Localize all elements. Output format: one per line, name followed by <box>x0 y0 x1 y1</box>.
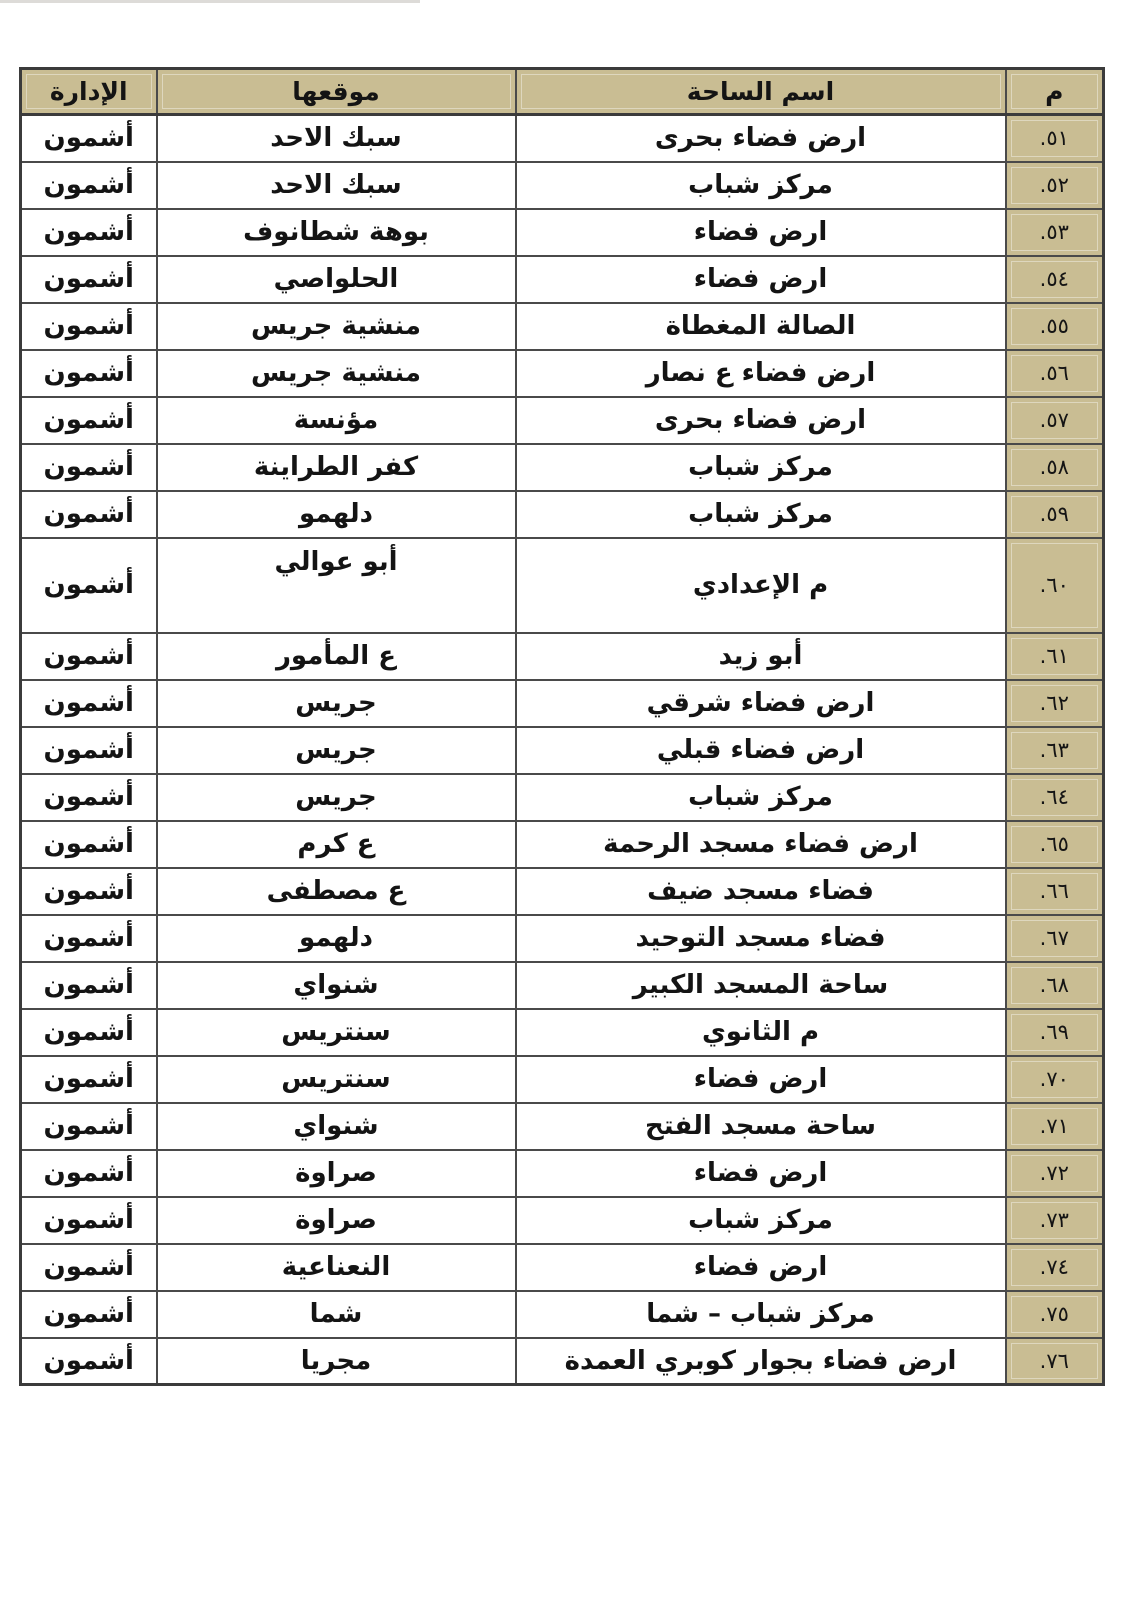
table-row <box>21 727 1104 774</box>
cell-location: شنواي <box>157 962 516 1009</box>
cell-location: دلهمو <box>157 491 516 538</box>
cell-index: ٥٩. <box>1006 491 1104 538</box>
cell-location: جريس <box>157 680 516 727</box>
table-row <box>21 680 1104 727</box>
cell-name: مركز شباب – شما <box>516 1291 1006 1338</box>
cell-location: بوهة شطانوف <box>157 209 516 256</box>
cell-location: دلهمو <box>157 915 516 962</box>
table-row <box>21 1291 1104 1338</box>
cell-index: ٦٥. <box>1006 821 1104 868</box>
cell-index: ٧١. <box>1006 1103 1104 1150</box>
cell-name: مركز شباب <box>516 444 1006 491</box>
table-row <box>21 1150 1104 1197</box>
cell-admin: أشمون <box>21 350 157 397</box>
cell-admin: أشمون <box>21 1056 157 1103</box>
table-row <box>21 256 1104 303</box>
cell-index: ٥٨. <box>1006 444 1104 491</box>
cell-name: مركز شباب <box>516 162 1006 209</box>
cell-index: ٧٦. <box>1006 1338 1104 1385</box>
cell-name: ارض فضاء مسجد الرحمة <box>516 821 1006 868</box>
cell-location: منشية جريس <box>157 303 516 350</box>
header-index: م <box>1006 69 1104 115</box>
cell-admin: أشمون <box>21 821 157 868</box>
cell-admin: أشمون <box>21 868 157 915</box>
cell-location: منشية جريس <box>157 350 516 397</box>
cell-index: ٦٣. <box>1006 727 1104 774</box>
squares-table <box>19 67 1105 1386</box>
cell-admin: أشمون <box>21 774 157 821</box>
cell-index: ٥٤. <box>1006 256 1104 303</box>
cell-location: مؤنسة <box>157 397 516 444</box>
header-admin: الإدارة <box>21 69 157 115</box>
table-row <box>21 444 1104 491</box>
cell-admin: أشمون <box>21 397 157 444</box>
cell-index: ٦١. <box>1006 633 1104 680</box>
cell-index: ٦٩. <box>1006 1009 1104 1056</box>
cell-name: مركز شباب <box>516 774 1006 821</box>
cell-name: الصالة المغطاة <box>516 303 1006 350</box>
cell-name: ارض فضاء <box>516 1056 1006 1103</box>
cell-location: النعناعية <box>157 1244 516 1291</box>
table-row <box>21 1197 1104 1244</box>
cell-name: ارض فضاء <box>516 1150 1006 1197</box>
header-location: موقعها <box>157 69 516 115</box>
cell-name: ارض فضاء بحرى <box>516 115 1006 162</box>
cell-admin: أشمون <box>21 256 157 303</box>
cell-name: ارض فضاء <box>516 209 1006 256</box>
cell-name: م الثانوي <box>516 1009 1006 1056</box>
cell-name: مركز شباب <box>516 1197 1006 1244</box>
cell-name: فضاء مسجد التوحيد <box>516 915 1006 962</box>
scan-artifact <box>0 0 420 3</box>
cell-name: أبو زيد <box>516 633 1006 680</box>
cell-location: صراوة <box>157 1150 516 1197</box>
cell-admin: أشمون <box>21 115 157 162</box>
header-name: اسم الساحة <box>516 69 1006 115</box>
cell-index: ٧٥. <box>1006 1291 1104 1338</box>
cell-admin: أشمون <box>21 1103 157 1150</box>
table-row <box>21 1009 1104 1056</box>
table-row <box>21 774 1104 821</box>
cell-admin: أشمون <box>21 633 157 680</box>
cell-index: ٦٧. <box>1006 915 1104 962</box>
cell-index: ٦٦. <box>1006 868 1104 915</box>
cell-admin: أشمون <box>21 1150 157 1197</box>
cell-index: ٧٤. <box>1006 1244 1104 1291</box>
cell-name: ارض فضاء <box>516 256 1006 303</box>
cell-admin: أشمون <box>21 727 157 774</box>
cell-name: ساحة المسجد الكبير <box>516 962 1006 1009</box>
table-row <box>21 162 1104 209</box>
cell-name: ارض فضاء بحرى <box>516 397 1006 444</box>
table-row <box>21 1103 1104 1150</box>
cell-location: ع مصطفى <box>157 868 516 915</box>
cell-index: ٥٥. <box>1006 303 1104 350</box>
cell-index: ٧٣. <box>1006 1197 1104 1244</box>
table-body <box>21 115 1104 1385</box>
table-row <box>21 115 1104 162</box>
cell-name: ساحة مسجد الفتح <box>516 1103 1006 1150</box>
table-row <box>21 1056 1104 1103</box>
cell-name: ارض فضاء <box>516 1244 1006 1291</box>
cell-index: ٥٣. <box>1006 209 1104 256</box>
table-row <box>21 633 1104 680</box>
cell-admin: أشمون <box>21 1009 157 1056</box>
cell-name: ارض فضاء قبلي <box>516 727 1006 774</box>
cell-admin: أشمون <box>21 915 157 962</box>
cell-location: صراوة <box>157 1197 516 1244</box>
cell-index: ٦٢. <box>1006 680 1104 727</box>
cell-name: ارض فضاء ع نصار <box>516 350 1006 397</box>
cell-admin: أشمون <box>21 1291 157 1338</box>
header-row <box>21 69 1104 115</box>
cell-name: مركز شباب <box>516 491 1006 538</box>
cell-location: سبك الاحد <box>157 115 516 162</box>
table-row <box>21 538 1104 633</box>
cell-index: ٦٠. <box>1006 538 1104 633</box>
cell-name: ارض فضاء بجوار كوبري العمدة <box>516 1338 1006 1385</box>
cell-location: سنتريس <box>157 1009 516 1056</box>
cell-location: جريس <box>157 774 516 821</box>
cell-admin: أشمون <box>21 962 157 1009</box>
cell-index: ٦٤. <box>1006 774 1104 821</box>
cell-location: ع المأمور <box>157 633 516 680</box>
table-row <box>21 1338 1104 1385</box>
cell-admin: أشمون <box>21 538 157 633</box>
cell-name: ارض فضاء شرقي <box>516 680 1006 727</box>
table-row <box>21 397 1104 444</box>
cell-index: ٥٢. <box>1006 162 1104 209</box>
cell-index: ٧٠. <box>1006 1056 1104 1103</box>
cell-admin: أشمون <box>21 209 157 256</box>
cell-admin: أشمون <box>21 303 157 350</box>
cell-location: ع كرم <box>157 821 516 868</box>
cell-location: جريس <box>157 727 516 774</box>
table-row <box>21 821 1104 868</box>
cell-admin: أشمون <box>21 491 157 538</box>
table-row <box>21 491 1104 538</box>
cell-location: سنتريس <box>157 1056 516 1103</box>
cell-location: مجريا <box>157 1338 516 1385</box>
cell-name: م الإعدادي <box>516 538 1006 633</box>
cell-index: ٦٨. <box>1006 962 1104 1009</box>
table-row <box>21 962 1104 1009</box>
table-row <box>21 1244 1104 1291</box>
table-row <box>21 303 1104 350</box>
cell-index: ٥٦. <box>1006 350 1104 397</box>
cell-index: ٥٧. <box>1006 397 1104 444</box>
cell-admin: أشمون <box>21 162 157 209</box>
table-row <box>21 209 1104 256</box>
cell-index: ٥١. <box>1006 115 1104 162</box>
cell-admin: أشمون <box>21 1338 157 1385</box>
cell-location: سبك الاحد <box>157 162 516 209</box>
cell-location: كفر الطراينة <box>157 444 516 491</box>
cell-admin: أشمون <box>21 680 157 727</box>
table-row <box>21 868 1104 915</box>
cell-index: ٧٢. <box>1006 1150 1104 1197</box>
cell-name: فضاء مسجد ضيف <box>516 868 1006 915</box>
cell-admin: أشمون <box>21 1244 157 1291</box>
table-row <box>21 350 1104 397</box>
cell-location: أبو عوالي <box>157 538 516 633</box>
cell-admin: أشمون <box>21 1197 157 1244</box>
cell-location: الحلواصي <box>157 256 516 303</box>
cell-location: شنواي <box>157 1103 516 1150</box>
table-row <box>21 915 1104 962</box>
cell-admin: أشمون <box>21 444 157 491</box>
cell-location: شما <box>157 1291 516 1338</box>
